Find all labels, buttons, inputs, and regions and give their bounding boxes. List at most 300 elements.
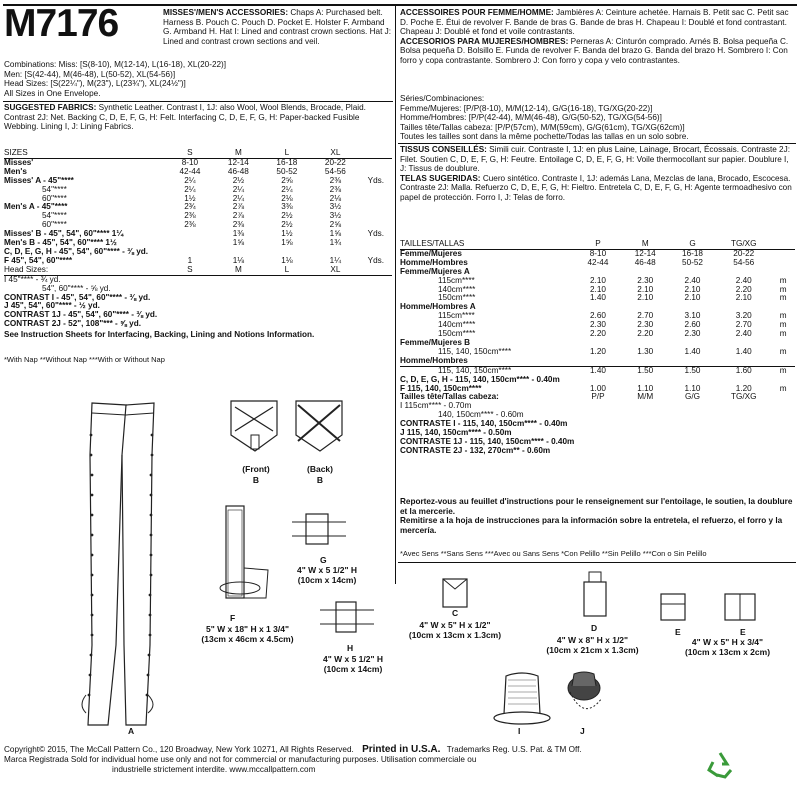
table-cell: Misses' A - 45"****: [4, 175, 74, 185]
fabrics-title: TISSUS CONSEILLÉS:: [400, 145, 487, 154]
en-desc: Chaps A: Purchased belt. Harness B. Pouch C. Pouch D. Pocket E. Holster F. Armband G. Armband H. Hat I: Lined and contrast crown sections. Hat J: Lined and contrast crown sections and veil.: [163, 8, 391, 46]
table-cell: [771, 357, 795, 366]
table-cell: [574, 420, 621, 429]
table-cell: F 115, 140, 150cm****: [400, 383, 482, 393]
pouch-d-illustration: [575, 570, 615, 620]
table-cell: 3½: [329, 202, 342, 212]
table-cell: M: [234, 148, 242, 157]
table-cell: [360, 195, 392, 204]
table-cell: I 115cm**** - 0.70m: [400, 401, 472, 411]
table-cell: [360, 275, 392, 284]
d-dimensions: [525, 635, 660, 655]
table-cell: G/G: [685, 392, 701, 402]
table-cell: Tailles tête/Tallas cabeza:: [400, 392, 499, 402]
pocket-e-illustration: [655, 588, 765, 624]
table-cell: 8-10: [589, 248, 607, 258]
table-cell: 1.50: [637, 365, 654, 375]
combo-line: All Sizes in One Envelope.: [4, 88, 101, 98]
table-cell: 140, 150cm**** - 0.60m: [438, 410, 524, 420]
table-cell: 16-18: [276, 157, 298, 167]
table-cell: [166, 311, 214, 320]
table-cell: 60"****: [42, 220, 67, 230]
harness-front-illustration: [225, 395, 285, 455]
table-cell: Femme/Mujeres A: [400, 266, 470, 276]
table-cell: 150cm****: [438, 329, 476, 339]
pattern-code: M7176: [4, 2, 119, 45]
es-fabrics-text: Cuero sintético. Contraste I, 1J: además Lana, Mezclas de lana, Brocado, Escocesa. Contraste 2J: Malla. Refuerzo C, D, E, F, G, H: Fieltro. Entretela C, D, E, F, G, H: Agente termoadhesivo con papel de protección. Forro I, J: Telas de forro.: [400, 173, 792, 202]
label-b-back: B: [316, 475, 324, 485]
table-cell: [669, 429, 716, 438]
table-cell: Men's B - 45", 54", 60"**** 1½: [4, 238, 117, 248]
table-cell: 1.10: [684, 383, 701, 393]
table-cell: J 45", 54", 60"**** - ½ yd.: [4, 301, 100, 311]
recycle-icon: [705, 750, 735, 780]
table-cell: 2⅛: [281, 193, 293, 203]
table-cell: m: [779, 346, 787, 356]
table-cell: 1⅝: [232, 238, 245, 248]
armband-h-illustration: [318, 598, 378, 638]
table-cell: Men's: [4, 166, 27, 176]
table-cell: [263, 285, 311, 294]
label-e-2: E: [740, 627, 746, 637]
table-cell: [360, 158, 392, 167]
table-cell: m: [779, 284, 787, 294]
table-cell: [360, 266, 392, 275]
table-cell: L: [284, 264, 290, 274]
table-cell: [166, 294, 214, 303]
table-cell: 1½: [281, 229, 293, 239]
table-cell: 2.70: [735, 320, 752, 330]
table-cell: XL: [330, 148, 341, 157]
label-j: J: [580, 726, 585, 736]
table-cell: 3.20: [735, 311, 752, 321]
table-cell: 2¼: [232, 184, 245, 194]
pouch-c-illustration: [435, 575, 475, 611]
footer-line-3: industrielle strictement interdite. www.mccallpattern.com: [112, 765, 316, 774]
table-cell: [716, 402, 771, 411]
table-cell: [360, 212, 392, 221]
fr-desc: Jambières A: Ceinture achetée. Harnais B. Petit sac C. Petit sac D. Poche E. Étui de revolver F. Bande de bras G. Bande de bras H. Chapeau I: Doublé et fond contrastant. Chapeau J: Doublé et fond et voile contrastants.: [400, 8, 789, 37]
combo-line: Head Sizes: [S(22¼"), M(23"), L(23¾"), XL(24½")]: [4, 79, 186, 89]
table-cell: 20-22: [733, 248, 755, 258]
table-cell: 2.40: [735, 329, 752, 339]
fr-footnote: *Avec Sens **Sans Sens ***Avec ou Sans Sens *Con Pelillo **Sin Pelillo ***Con o Sin Pelillo: [400, 549, 707, 558]
table-cell: 2½: [232, 175, 245, 185]
table-cell: m: [779, 320, 787, 330]
table-cell: SIZES: [4, 148, 28, 157]
table-cell: P: [595, 239, 601, 248]
f-dim-imperial: 5" W x 18" H x 1 3/4": [206, 624, 289, 634]
fr-metrage-table: [400, 240, 795, 456]
table-cell: m: [779, 329, 787, 339]
table-cell: [166, 320, 214, 329]
combo-line: Toutes les tailles sont dans la même pochette/Todas las tallas en un solo sobre.: [400, 132, 689, 142]
table-cell: 2.10: [589, 284, 606, 294]
table-cell: [360, 311, 392, 320]
table-cell: [669, 420, 716, 429]
table-cell: [716, 357, 771, 366]
table-cell: [622, 429, 669, 438]
fabrics-text: Synthetic Leather. Contrast I, 1J: also Wool, Wool Blends, Brocade, Plaid. Contrast 2J: Net. Backing C, D, E, F, G, H: Felt. Interfacing C, D, E, F, G, H: Paper-backed Fusible Webbing. Lining I, J: Lining Fabrics.: [4, 103, 366, 132]
table-cell: [771, 259, 795, 268]
table-cell: [214, 285, 262, 294]
table-cell: [311, 275, 359, 284]
table-cell: [311, 302, 359, 311]
table-cell: [622, 438, 669, 447]
table-cell: 2¼: [281, 184, 293, 194]
table-cell: 2¼: [184, 175, 196, 185]
table-cell: m: [779, 293, 787, 303]
table-cell: 2.30: [637, 275, 654, 285]
f-dim-metric: (13cm x 46cm x 4.5cm): [201, 634, 294, 644]
table-cell: 54"****: [42, 211, 67, 221]
trademark: Trademarks Reg. U.S. Pat. & TM Off.: [446, 745, 582, 754]
table-cell: [263, 320, 311, 329]
table-cell: 54-56: [324, 166, 346, 176]
table-cell: [360, 320, 392, 329]
table-cell: [622, 447, 669, 456]
table-cell: Homme/Hombres A: [400, 302, 476, 312]
table-cell: [574, 402, 621, 411]
table-cell: CONTRASTE 2J - 132, 270cm** - 0.60m: [400, 445, 551, 455]
table-cell: [669, 411, 716, 420]
table-cell: Homme/Hombres: [400, 257, 468, 267]
d-dim-imperial: 4" W x 8" H x 1/2": [556, 635, 629, 645]
size-table: [4, 149, 392, 329]
table-cell: [166, 239, 214, 248]
table-cell: Head Sizes:: [4, 264, 49, 274]
table-cell: F 45", 54", 60"****: [4, 255, 73, 265]
table-cell: 54", 60"**** - ⅝ yd.: [42, 283, 111, 293]
table-cell: [360, 239, 392, 248]
table-cell: 1.20: [589, 346, 606, 356]
table-cell: 2⅜: [329, 184, 342, 194]
table-cell: J 115, 140, 150cm**** - 0.50m: [400, 428, 512, 438]
f-dimensions: [175, 624, 320, 644]
combo-line: Femme/Mujeres: [P/P(8-10), M/M(12-14), G/G(16-18), TG/XG(20-22)]: [400, 103, 653, 113]
table-cell: Femme/Mujeres B: [400, 337, 471, 347]
table-cell: 2.10: [589, 275, 606, 285]
table-cell: 54"****: [42, 184, 67, 194]
table-cell: 20-22: [324, 157, 346, 167]
rule: [398, 562, 796, 563]
table-cell: m: [779, 275, 787, 285]
table-cell: 1.40: [735, 346, 752, 356]
fr-combinations: [400, 94, 795, 142]
table-cell: 150cm****: [438, 293, 476, 303]
en-fabrics: [4, 103, 392, 132]
table-cell: 12-14: [227, 157, 249, 167]
table-cell: CONTRAST 2J - 52", 108"*** - ⅝ yd.: [4, 319, 141, 329]
table-cell: [716, 429, 771, 438]
table-cell: [214, 311, 262, 320]
table-cell: [771, 402, 795, 411]
label-i: I: [518, 726, 521, 736]
table-cell: 140cm****: [438, 284, 476, 294]
combo-line: Homme/Hombres: [P/P(42-44), M/M(46-48), G/G(50-52), TG/XG(54-56)]: [400, 113, 662, 123]
table-cell: [166, 285, 214, 294]
combo-line: Séries/Combinaciones:: [400, 94, 485, 103]
table-cell: [574, 357, 621, 366]
footer: [4, 745, 800, 775]
en-footnote: *With Nap **Without Nap ***With or Without Nap: [4, 355, 165, 364]
table-cell: TG/XG: [731, 392, 757, 402]
table-cell: 2.70: [637, 311, 654, 321]
table-cell: 2.30: [684, 329, 701, 339]
table-cell: [669, 447, 716, 456]
table-cell: 1⅜: [232, 229, 245, 239]
table-cell: 2.60: [684, 320, 701, 330]
table-cell: 2⅜: [329, 175, 342, 185]
table-cell: 2.10: [637, 293, 654, 303]
table-cell: 2.20: [637, 329, 654, 339]
rule: [398, 143, 796, 144]
table-cell: 50-52: [682, 257, 703, 267]
g-dim-imperial: 4" W x 5 1/2" H: [296, 565, 358, 575]
rule: [3, 101, 393, 102]
table-cell: 42-44: [179, 166, 201, 176]
table-cell: [166, 302, 214, 311]
table-cell: [574, 429, 621, 438]
table-cell: 140cm****: [438, 320, 476, 330]
table-cell: [716, 411, 771, 420]
table-cell: [771, 429, 795, 438]
fr-title: ACCESSOIRES POUR FEMME/HOMME:: [400, 8, 554, 17]
label-b-front: B: [252, 475, 260, 485]
table-cell: C, D, E, G, H - 45", 54", 60"**** - ⅜ yd.: [4, 246, 149, 256]
table-cell: 1.10: [637, 383, 654, 393]
table-cell: [771, 249, 795, 258]
table-cell: [622, 420, 669, 429]
table-cell: 2½: [281, 211, 293, 221]
fr-notes: [400, 497, 795, 535]
table-cell: S: [187, 264, 193, 274]
label-e-1: E: [675, 627, 681, 637]
chaps-illustration: [78, 395, 168, 740]
fabrics-text: Simili cuir. Contraste I, 1J: en plus Laine, Lainage, Brocart, Écossais. Contraste 2J: Filet. Soutien C, D, E, F, G, H: Feutre. Entoilage C, D, E, F, G, H: Voile thermocollant sur papier. Doublure I, J: Tissus de doublure.: [400, 145, 790, 174]
label-c: C: [452, 608, 459, 618]
table-cell: [771, 438, 795, 447]
table-cell: CONTRASTE I - 115, 140, 150cm**** - 0.40m: [400, 419, 568, 429]
table-cell: [716, 438, 771, 447]
armband-g-illustration: [290, 508, 350, 548]
es-title: ACCESORIOS PARA MUJERES/HOMBRES:: [400, 36, 569, 46]
label-h: H: [347, 643, 354, 653]
table-cell: [214, 294, 262, 303]
e-dim-imperial: 4" W x 5" H x 3/4": [691, 637, 764, 647]
table-cell: 2.30: [637, 320, 654, 330]
table-cell: G: [689, 239, 696, 248]
table-cell: Yds.: [367, 255, 384, 265]
es-desc: Perneras A: Cinturón comprado. Arnés B. Bolsa pequeña C. Bolsa pequeña D. Bolsillo E. Funda de revolver F. Banda del brazo G. Banda del brazo H. Sombrero I: Con forro y copa contrastante. Sombrero J: Con forro y copa y velo contrastantes.: [400, 36, 789, 65]
notes-es: Remitirse a la hoja de instrucciones para la información sobre la entretela, el refuerzo, el forro y la mercería.: [400, 516, 783, 535]
mini-hat-j-illustration: [562, 668, 612, 723]
b-back-caption: (Back): [307, 464, 333, 474]
table-cell: 3½: [329, 211, 342, 221]
table-cell: [311, 311, 359, 320]
table-cell: [311, 320, 359, 329]
table-cell: 1⅝: [329, 229, 342, 239]
table-cell: m: [779, 365, 787, 375]
table-cell: 115, 140, 150cm****: [438, 365, 512, 375]
table-row: [4, 266, 392, 275]
table-cell: 115cm****: [438, 311, 475, 321]
table-cell: 2.30: [589, 320, 606, 330]
table-cell: [311, 294, 359, 303]
table-cell: [622, 357, 669, 366]
table-cell: [263, 302, 311, 311]
b-front-caption: (Front): [242, 464, 270, 474]
table-cell: [574, 411, 621, 420]
table-cell: Men's A - 45"****: [4, 202, 68, 212]
label-d: D: [591, 623, 598, 633]
table-cell: Misses' B - 45", 54", 60"**** 1¼: [4, 229, 124, 239]
h-dimensions: [308, 654, 398, 674]
fr-fabrics: [400, 145, 795, 203]
fabrics-title: SUGGESTED FABRICS:: [4, 103, 97, 112]
table-cell: [771, 393, 795, 402]
table-cell: 1: [187, 255, 193, 265]
c-dim-imperial: 4" W x 5" H x 1/2": [419, 620, 491, 630]
e-dim-metric: (10cm x 13cm x 2cm): [684, 647, 771, 657]
table-cell: [574, 438, 621, 447]
table-cell: S: [187, 148, 193, 157]
table-row: [400, 447, 795, 456]
d-dim-metric: (10cm x 21cm x 1.3cm): [546, 645, 639, 655]
table-cell: 1.30: [637, 346, 654, 356]
table-cell: 2⅛: [329, 193, 342, 203]
en-title: MISSES'/MEN'S ACCESSORIES:: [163, 8, 289, 17]
table-cell: 2⅜: [184, 220, 196, 230]
label-g: G: [320, 555, 327, 565]
en-yardage-table: [4, 149, 392, 329]
g-dim-metric: (10cm x 14cm): [297, 575, 357, 585]
table-cell: 3.10: [684, 311, 701, 321]
table-cell: I 45"**** - ¾ yd.: [4, 274, 61, 284]
table-cell: Yds.: [367, 229, 384, 239]
notes-fr: Reportez-vous au feuillet d'instructions pour le renseignement sur l'entoilage, le soutien, la doublure et la mercerie.: [400, 497, 793, 516]
table-cell: Misses': [4, 157, 34, 167]
table-cell: 2⅜: [232, 220, 245, 230]
table-cell: 46-48: [634, 257, 656, 267]
table-cell: [166, 230, 214, 239]
table-row: [400, 357, 795, 366]
table-cell: [360, 186, 392, 195]
table-cell: M: [641, 239, 649, 248]
table-cell: 3⅜: [281, 202, 293, 212]
table-cell: 12-14: [634, 248, 656, 258]
table-cell: 2.10: [637, 284, 654, 294]
top-hat-i-illustration: [492, 668, 552, 728]
en-description: [163, 8, 391, 46]
table-cell: 60"****: [42, 193, 67, 203]
table-cell: 2⅝: [329, 220, 342, 230]
table-cell: 50-52: [276, 166, 298, 176]
table-cell: CONTRAST I - 45", 54", 60"**** - ⅜ yd.: [4, 292, 151, 302]
table-cell: [263, 275, 311, 284]
table-cell: 1⅛: [281, 255, 293, 265]
table-cell: TG/XG: [731, 239, 757, 248]
table-cell: 2¾: [184, 202, 196, 212]
table-cell: 1¼: [329, 255, 342, 265]
top-rule: [3, 4, 797, 6]
table-cell: [360, 294, 392, 303]
table-cell: 2¼: [232, 193, 245, 203]
g-dimensions: [282, 565, 372, 585]
table-cell: [263, 294, 311, 303]
combo-line: Combinations: Miss: [S(8-10), M(12-14), L(16-18), XL(20-22)]: [4, 60, 227, 69]
c-dimensions: [395, 620, 515, 640]
table-cell: 1.20: [735, 383, 752, 393]
table-cell: [771, 411, 795, 420]
table-cell: 1.40: [589, 365, 606, 375]
h-dim-imperial: 4" W x 5 1/2" H: [322, 654, 384, 664]
table-cell: 1.00: [589, 383, 606, 393]
table-cell: [622, 402, 669, 411]
table-cell: [360, 149, 392, 158]
en-combinations: [4, 60, 392, 98]
table-cell: [263, 311, 311, 320]
table-cell: 115, 140, 150cm****: [438, 346, 512, 356]
table-cell: [622, 411, 669, 420]
table-cell: 2.40: [735, 275, 752, 285]
table-cell: Yds.: [367, 175, 384, 185]
holster-illustration: [210, 498, 280, 608]
table-cell: P/P: [591, 392, 605, 402]
table-row: [4, 149, 392, 158]
table-cell: [771, 240, 795, 249]
table-cell: [669, 402, 716, 411]
table-cell: 2.40: [684, 275, 701, 285]
table-cell: [669, 357, 716, 366]
table-cell: 2.10: [684, 284, 701, 294]
table-cell: 54-56: [733, 257, 755, 267]
table-cell: [716, 420, 771, 429]
es-fabrics-title: TELAS SUGERIDAS:: [400, 173, 481, 183]
table-cell: 16-18: [682, 248, 703, 258]
table-cell: C, D, E, G, H - 115, 140, 150cm**** - 0.40m: [400, 374, 560, 384]
table-cell: 1.40: [589, 293, 606, 303]
table-cell: 2¼: [184, 184, 196, 194]
table-cell: m: [779, 311, 787, 321]
footer-line-2: Marca Registrada Sold for individual home use only and not for commercial or manufacturing purposes. Utilisation commerciale ou: [4, 755, 477, 764]
h-dim-metric: (10cm x 14cm): [323, 664, 383, 674]
fr-description: [400, 8, 795, 66]
table-cell: [214, 302, 262, 311]
table-cell: 2⅞: [232, 211, 245, 221]
table-cell: [716, 447, 771, 456]
table-cell: 2.20: [735, 284, 752, 294]
table-cell: [771, 447, 795, 456]
table-cell: XL: [330, 264, 341, 274]
table-cell: Homme/Hombres: [400, 355, 468, 365]
table-cell: 2.20: [589, 329, 606, 339]
table-cell: [360, 302, 392, 311]
table-cell: 46-48: [227, 166, 249, 176]
table-cell: [214, 320, 262, 329]
label-f: F: [230, 613, 236, 623]
label-a: A: [128, 726, 135, 736]
table-cell: 1⅛: [232, 255, 245, 265]
table-cell: TAILLES/TALLAS: [400, 239, 465, 248]
table-cell: 42-44: [587, 257, 609, 267]
c-dim-metric: (10cm x 13cm x 1.3cm): [408, 630, 502, 640]
table-cell: M: [234, 264, 242, 274]
table-cell: CONTRASTE 1J - 115, 140, 150cm**** - 0.40m: [400, 436, 575, 446]
en-notes: See Instruction Sheets for Interfacing, Backing, Lining and Notions Information.: [4, 330, 315, 339]
table-cell: 2⅜: [184, 211, 196, 221]
table-cell: 1¾: [329, 238, 342, 248]
